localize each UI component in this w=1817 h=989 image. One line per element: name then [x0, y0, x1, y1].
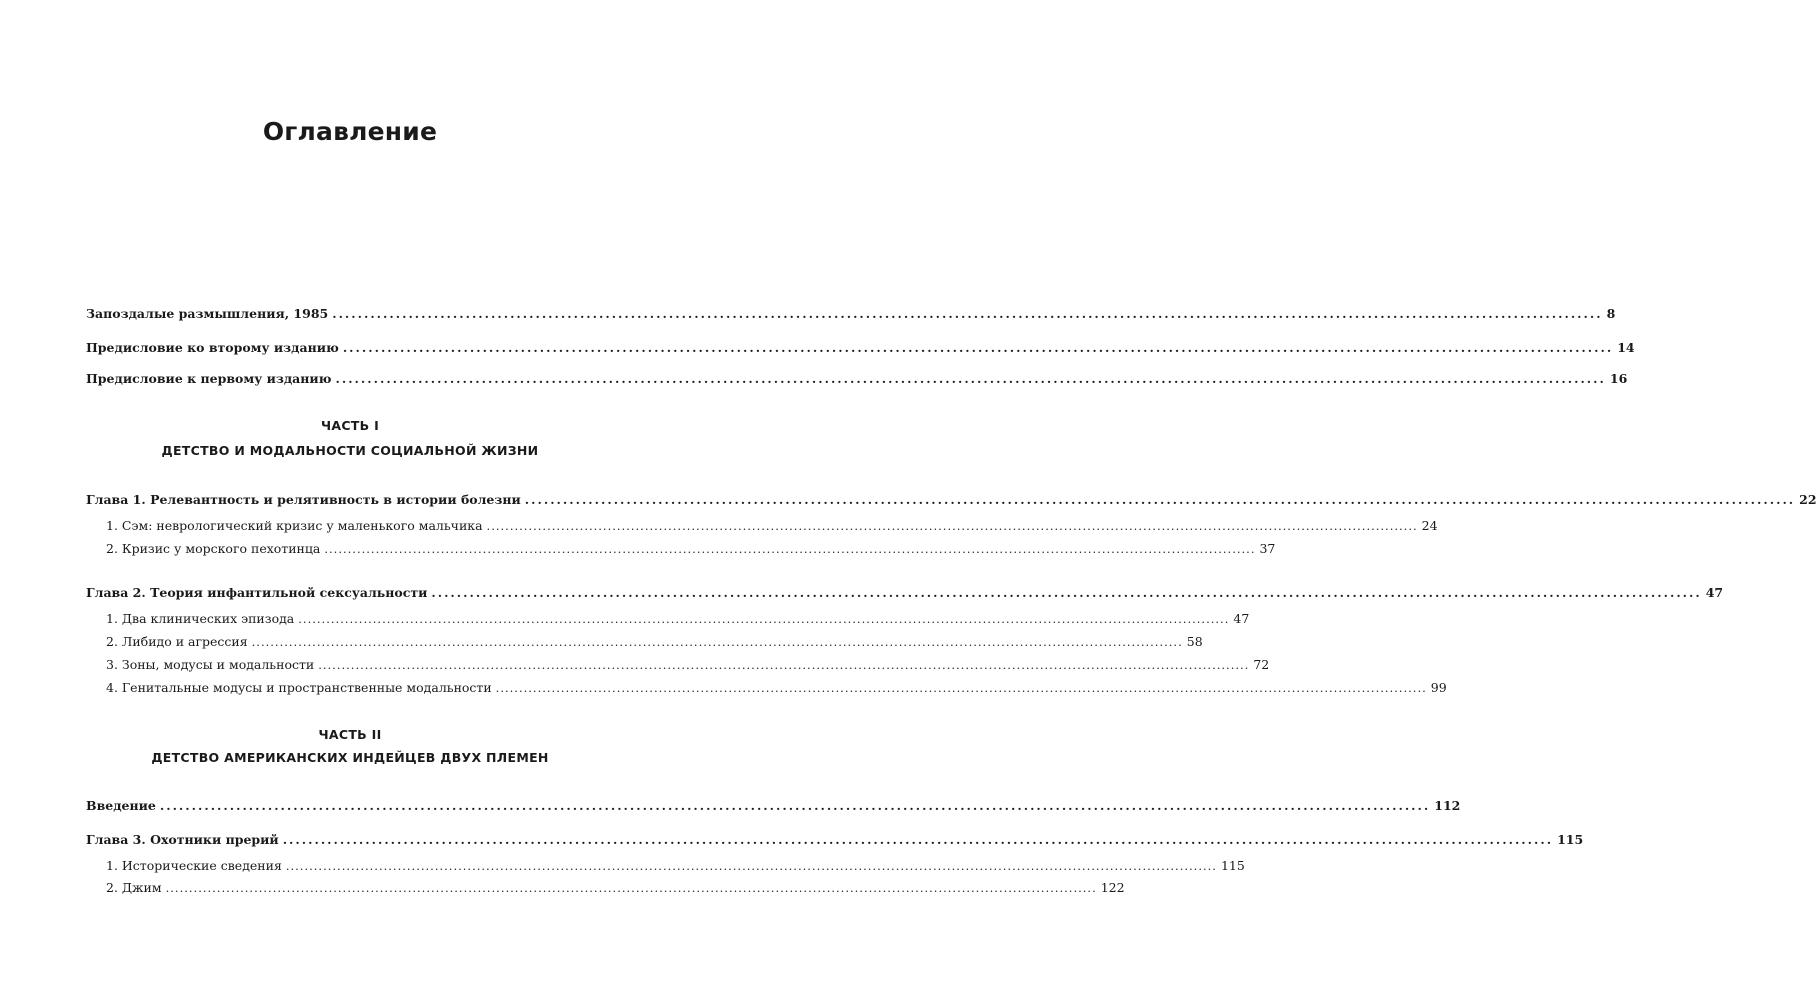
toc-section[interactable] — [106, 540, 1276, 558]
toc-entry-title: Запоздалые размышления, 1985 — [86, 306, 329, 321]
toc-chapter-1[interactable] — [86, 491, 1817, 509]
toc-entry-title: Предисловие к первому изданию — [86, 371, 332, 386]
toc-entry-title: 1. Два клинических эпизода — [106, 611, 295, 626]
part-title: ДЕТСТВО АМЕРИКАНСКИХ ИНДЕЙЦЕВ ДВУХ ПЛЕМЕН — [151, 750, 549, 765]
part-label: ЧАСТЬ II — [318, 727, 382, 742]
toc-leader-dots: ........................................................................................................................................................................................................ — [251, 635, 1183, 649]
toc-leader-dots: ........................................................................................................................................................................................................ — [524, 492, 1796, 507]
toc-entry-title: Глава 3. Охотники прерий — [86, 832, 279, 847]
toc-entry-title: Предисловие ко второму изданию — [86, 340, 339, 355]
toc-entry-title: 2. Либидо и агрессия — [106, 634, 248, 649]
toc-entry-page: 115 — [1557, 832, 1584, 847]
toc-leader-dots: ........................................................................................................................................................................................................ — [318, 658, 1250, 672]
toc-leader-dots: ........................................................................................................................................................................................................ — [495, 681, 1427, 695]
toc-entry-title: 3. Зоны, модусы и модальности — [106, 657, 315, 672]
toc-leader-dots: ........................................................................................................................................................................................................ — [431, 585, 1702, 600]
toc-entry-title: 1. Исторические сведения — [106, 858, 282, 873]
toc-section[interactable] — [106, 517, 1438, 535]
toc-leader-dots: ........................................................................................................................................................................................................ — [332, 306, 1603, 321]
toc-leader-dots: ........................................................................................................................................................................................................ — [159, 798, 1431, 813]
toc-section[interactable] — [106, 879, 1125, 897]
toc-entry-preface-second[interactable] — [86, 339, 1635, 357]
toc-leader-dots: ........................................................................................................................................................................................................ — [324, 542, 1256, 556]
toc-leader-dots: ........................................................................................................................................................................................................ — [486, 519, 1418, 533]
toc-entry-title: Глава 1. Релевантность и релятивность в истории болезни — [86, 492, 521, 507]
toc-section[interactable] — [106, 656, 1270, 674]
toc-section[interactable] — [106, 857, 1245, 875]
toc-entry-page: 37 — [1259, 541, 1276, 556]
toc-entry-title: Глава 2. Теория инфантильной сексуальности — [86, 585, 428, 600]
toc-section[interactable] — [106, 679, 1447, 697]
toc-entry-page: 22 — [1799, 492, 1817, 507]
toc-entry-title: 2. Кризис у морского пехотинца — [106, 541, 321, 556]
toc-section[interactable] — [106, 633, 1203, 651]
toc-entry-title: 2. Джим — [106, 880, 162, 895]
toc-entry-page: 16 — [1609, 371, 1628, 386]
toc-leader-dots: ........................................................................................................................................................................................................ — [342, 340, 1614, 355]
toc-chapter-2[interactable] — [86, 584, 1724, 602]
toc-leader-dots: ........................................................................................................................................................................................................ — [282, 832, 1554, 847]
page-title: Оглавление — [262, 117, 438, 146]
toc-entry-page: 58 — [1186, 634, 1203, 649]
toc-leader-dots: ........................................................................................................................................................................................................ — [298, 612, 1230, 626]
toc-leader-dots: ........................................................................................................................................................................................................ — [285, 859, 1217, 873]
toc-entry-title: Введение — [86, 798, 156, 813]
toc-entry-page: 122 — [1100, 880, 1125, 895]
toc-entry-page: 99 — [1430, 680, 1447, 695]
toc-entry-page: 24 — [1421, 518, 1438, 533]
toc-entry-afterthoughts[interactable] — [86, 305, 1616, 323]
toc-leader-dots: ........................................................................................................................................................................................................ — [335, 371, 1606, 386]
toc-section[interactable] — [106, 610, 1250, 628]
toc-entry-introduction[interactable] — [86, 797, 1461, 815]
toc-entry-page: 8 — [1606, 306, 1616, 321]
toc-entry-preface-first[interactable] — [86, 370, 1628, 388]
part-label: ЧАСТЬ I — [320, 418, 380, 433]
toc-entry-page: 47 — [1705, 585, 1724, 600]
toc-entry-title: 4. Генитальные модусы и пространственные модальности — [106, 680, 492, 695]
toc-entry-page: 47 — [1233, 611, 1250, 626]
toc-entry-page: 14 — [1617, 340, 1635, 355]
toc-entry-page: 115 — [1220, 858, 1245, 873]
toc-leader-dots: ........................................................................................................................................................................................................ — [165, 881, 1097, 895]
toc-entry-page: 112 — [1434, 798, 1461, 813]
part-title: ДЕТСТВО И МОДАЛЬНОСТИ СОЦИАЛЬНОЙ ЖИЗНИ — [161, 443, 539, 458]
toc-entry-page: 72 — [1253, 657, 1270, 672]
toc-entry-title: 1. Сэм: неврологический кризис у маленького мальчика — [106, 518, 483, 533]
toc-chapter-3[interactable] — [86, 831, 1584, 849]
